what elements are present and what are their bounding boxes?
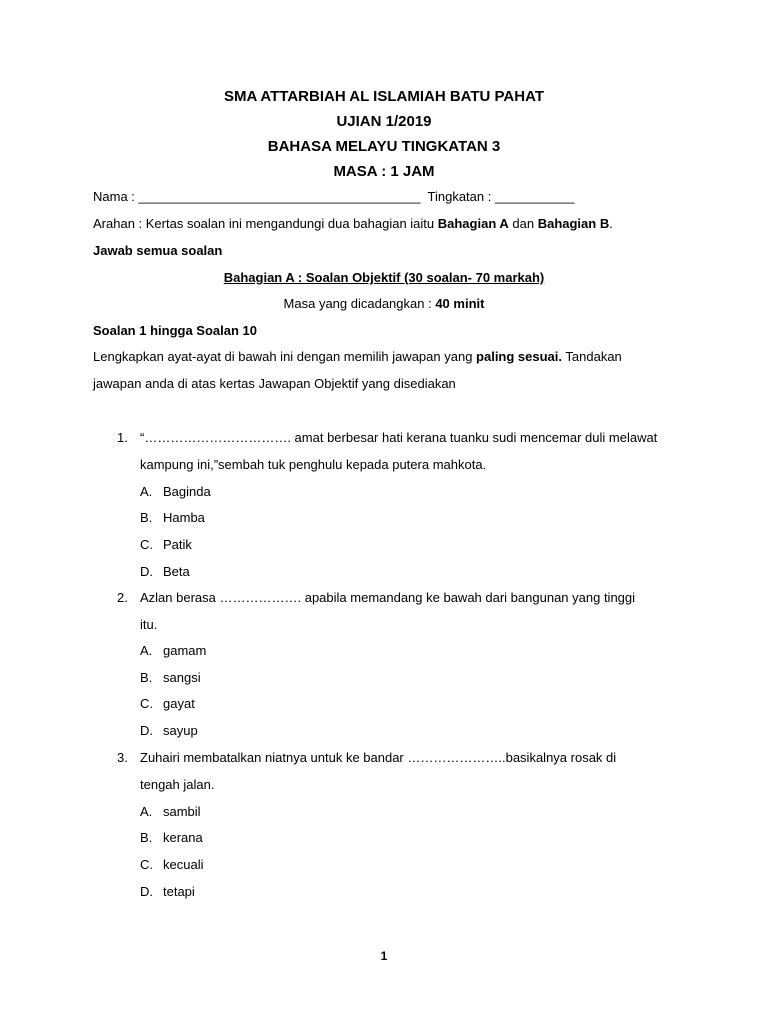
- school-name: SMA ATTARBIAH AL ISLAMIAH BATU PAHAT: [224, 88, 544, 105]
- option-label: B.: [140, 830, 153, 845]
- option-label: D.: [140, 884, 153, 899]
- answer-all: Jawab semua soalan: [93, 243, 223, 258]
- option: [140, 510, 205, 525]
- option: [140, 670, 201, 685]
- option-label: C.: [140, 537, 153, 552]
- option-text: kerana: [163, 830, 203, 845]
- subsection-instruction-2: jawapan anda di atas kertas Jawapan Objektif yang disediakan: [93, 376, 456, 391]
- option-label: D.: [140, 723, 153, 738]
- option: [140, 804, 201, 819]
- option-label: C.: [140, 696, 153, 711]
- option-label: A.: [140, 484, 153, 499]
- option: [140, 884, 195, 899]
- section-a-ref: Bahagian A: [437, 216, 509, 231]
- question-line: kampung ini,”sembah tuk penghulu kepada putera mahkota.: [140, 457, 487, 472]
- question-line: Azlan berasa ………………. apabila memandang ke bawah dari bangunan yang tinggi: [140, 590, 636, 605]
- section-b-ref: Bahagian B: [537, 216, 610, 231]
- subsection-title: Soalan 1 hingga Soalan 10: [93, 323, 257, 338]
- question-line: tengah jalan.: [140, 777, 215, 792]
- instr-suffix: Tandakan: [562, 349, 622, 364]
- exam-title: UJIAN 1/2019: [336, 113, 432, 130]
- suggested-time: [0, 296, 768, 311]
- duration: MASA : 1 JAM: [333, 163, 435, 180]
- option-label: A.: [140, 804, 153, 819]
- option-text: gamam: [163, 643, 207, 658]
- question-number: 1.: [117, 430, 128, 445]
- page-number: 1: [380, 949, 388, 963]
- time-value: 40 minit: [435, 296, 485, 311]
- option-text: Beta: [163, 564, 190, 579]
- option: [140, 484, 211, 499]
- name-label: Nama :: [93, 189, 135, 204]
- option-label: A.: [140, 643, 153, 658]
- question-line: Zuhairi membatalkan niatnya untuk ke bandar …………………..basikalnya rosak di: [140, 750, 617, 765]
- option-text: tetapi: [163, 884, 195, 899]
- option: [140, 564, 190, 579]
- option-text: gayat: [163, 696, 195, 711]
- option: [140, 830, 203, 845]
- name-blank: _______________________________________: [138, 189, 421, 204]
- option-text: sangsi: [163, 670, 201, 685]
- question-line: “……………………………. amat berbesar hati kerana tuanku sudi mencemar duli melawat: [140, 430, 658, 445]
- subsection-instruction-1: [93, 349, 622, 364]
- option-label: D.: [140, 564, 153, 579]
- option-label: C.: [140, 857, 153, 872]
- option: [140, 857, 203, 872]
- option-text: sambil: [163, 804, 201, 819]
- option: [140, 643, 206, 658]
- form-label: Tingkatan :: [427, 189, 492, 204]
- option-text: kecuali: [163, 857, 204, 872]
- question-line: itu.: [140, 617, 158, 632]
- option-text: Patik: [163, 537, 192, 552]
- option-label: B.: [140, 510, 153, 525]
- instruction-text: Arahan : Kertas soalan ini mengandungi dua bahagian iaitu: [93, 216, 438, 231]
- question-number: 3.: [117, 750, 128, 765]
- instruction-line: [93, 216, 613, 231]
- instr-text: Lengkapkan ayat-ayat di bawah ini dengan memilih jawapan yang: [93, 349, 477, 364]
- question-number: 2.: [117, 590, 128, 605]
- option-text: Hamba: [163, 510, 205, 525]
- student-fields: [93, 189, 575, 204]
- form-blank: ___________: [494, 189, 575, 204]
- option-text: sayup: [163, 723, 198, 738]
- and-word: dan: [508, 216, 538, 231]
- period: .: [609, 216, 613, 231]
- section-title: Bahagian A : Soalan Objektif (30 soalan- 70 markah): [223, 270, 545, 285]
- instr-bold: paling sesuai.: [476, 349, 563, 364]
- time-label: Masa yang dicadangkan :: [283, 296, 436, 311]
- option: [140, 537, 192, 552]
- option: [140, 696, 195, 711]
- option-label: B.: [140, 670, 153, 685]
- option: [140, 723, 198, 738]
- subject-title: BAHASA MELAYU TINGKATAN 3: [267, 138, 501, 155]
- option-text: Baginda: [163, 484, 211, 499]
